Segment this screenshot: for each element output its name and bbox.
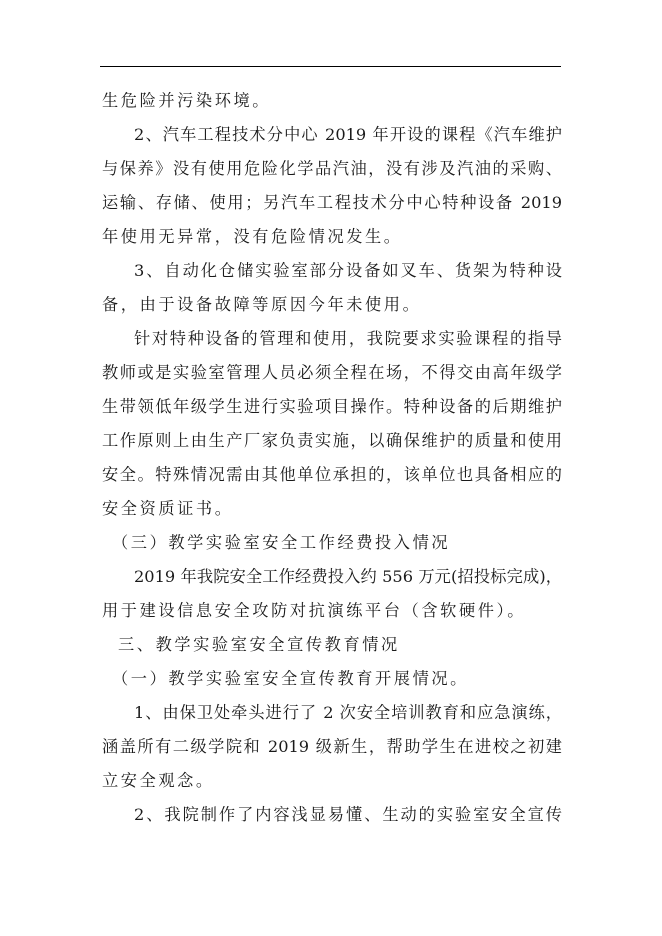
text-line: 生危险并污染环境。 xyxy=(102,91,272,110)
text-line: 3、自动化仓储实验室部分设备如叉车、货架为特种设 xyxy=(134,261,562,280)
text-line: 与保养》没有使用危险化学品汽油，没有涉及汽油的采购、 xyxy=(102,159,562,178)
text-line: 安全。特殊情况需由其他单位承担的，该单位也具备相应的 xyxy=(102,465,562,484)
subsection-heading: （一）教学实验室安全宣传教育开展情况。 xyxy=(112,669,469,688)
text-line: 运输、存储、使用；另汽车工程技术分中心特种设备 2019 xyxy=(102,193,562,212)
section-heading: （三）教学实验室安全工作经费投入情况 xyxy=(112,533,451,552)
text-line: 涵盖所有二级学院和 2019 级新生，帮助学生在进校之初建 xyxy=(102,737,562,756)
text-line: 用于建设信息安全攻防对抗演练平台（含软硬件）。 xyxy=(102,601,527,620)
text-line: 针对特种设备的管理和使用，我院要求实验课程的指导 xyxy=(134,329,562,348)
text-line: 2019 年我院安全工作经费投入约 556 万元(招投标完成)， xyxy=(134,567,562,586)
text-line: 立安全观念。 xyxy=(102,771,215,790)
section-heading: 三、教学实验室安全宣传教育情况 xyxy=(118,635,400,654)
text-line: 生带领低年级学生进行实验项目操作。特种设备的后期维护 xyxy=(102,397,562,416)
document-body xyxy=(102,84,562,832)
text-line: 工作原则上由生产厂家负责实施，以确保维护的质量和使用 xyxy=(102,431,562,450)
text-line: 安全资质证书。 xyxy=(102,499,234,518)
text-line: 2、我院制作了内容浅显易懂、生动的实验室安全宣传 xyxy=(134,805,562,824)
text-line: 教师或是实验室管理人员必须全程在场，不得交由高年级学 xyxy=(102,363,562,382)
text-line: 备，由于设备故障等原因今年未使用。 xyxy=(102,295,422,314)
text-line: 1、由保卫处牵头进行了 2 次安全培训教育和应急演练， xyxy=(134,703,562,722)
header-rule xyxy=(100,66,561,67)
text-line: 年使用无异常，没有危险情况发生。 xyxy=(102,227,403,246)
text-line: 2、汽车工程技术分中心 2019 年开设的课程《汽车维护 xyxy=(134,125,562,144)
